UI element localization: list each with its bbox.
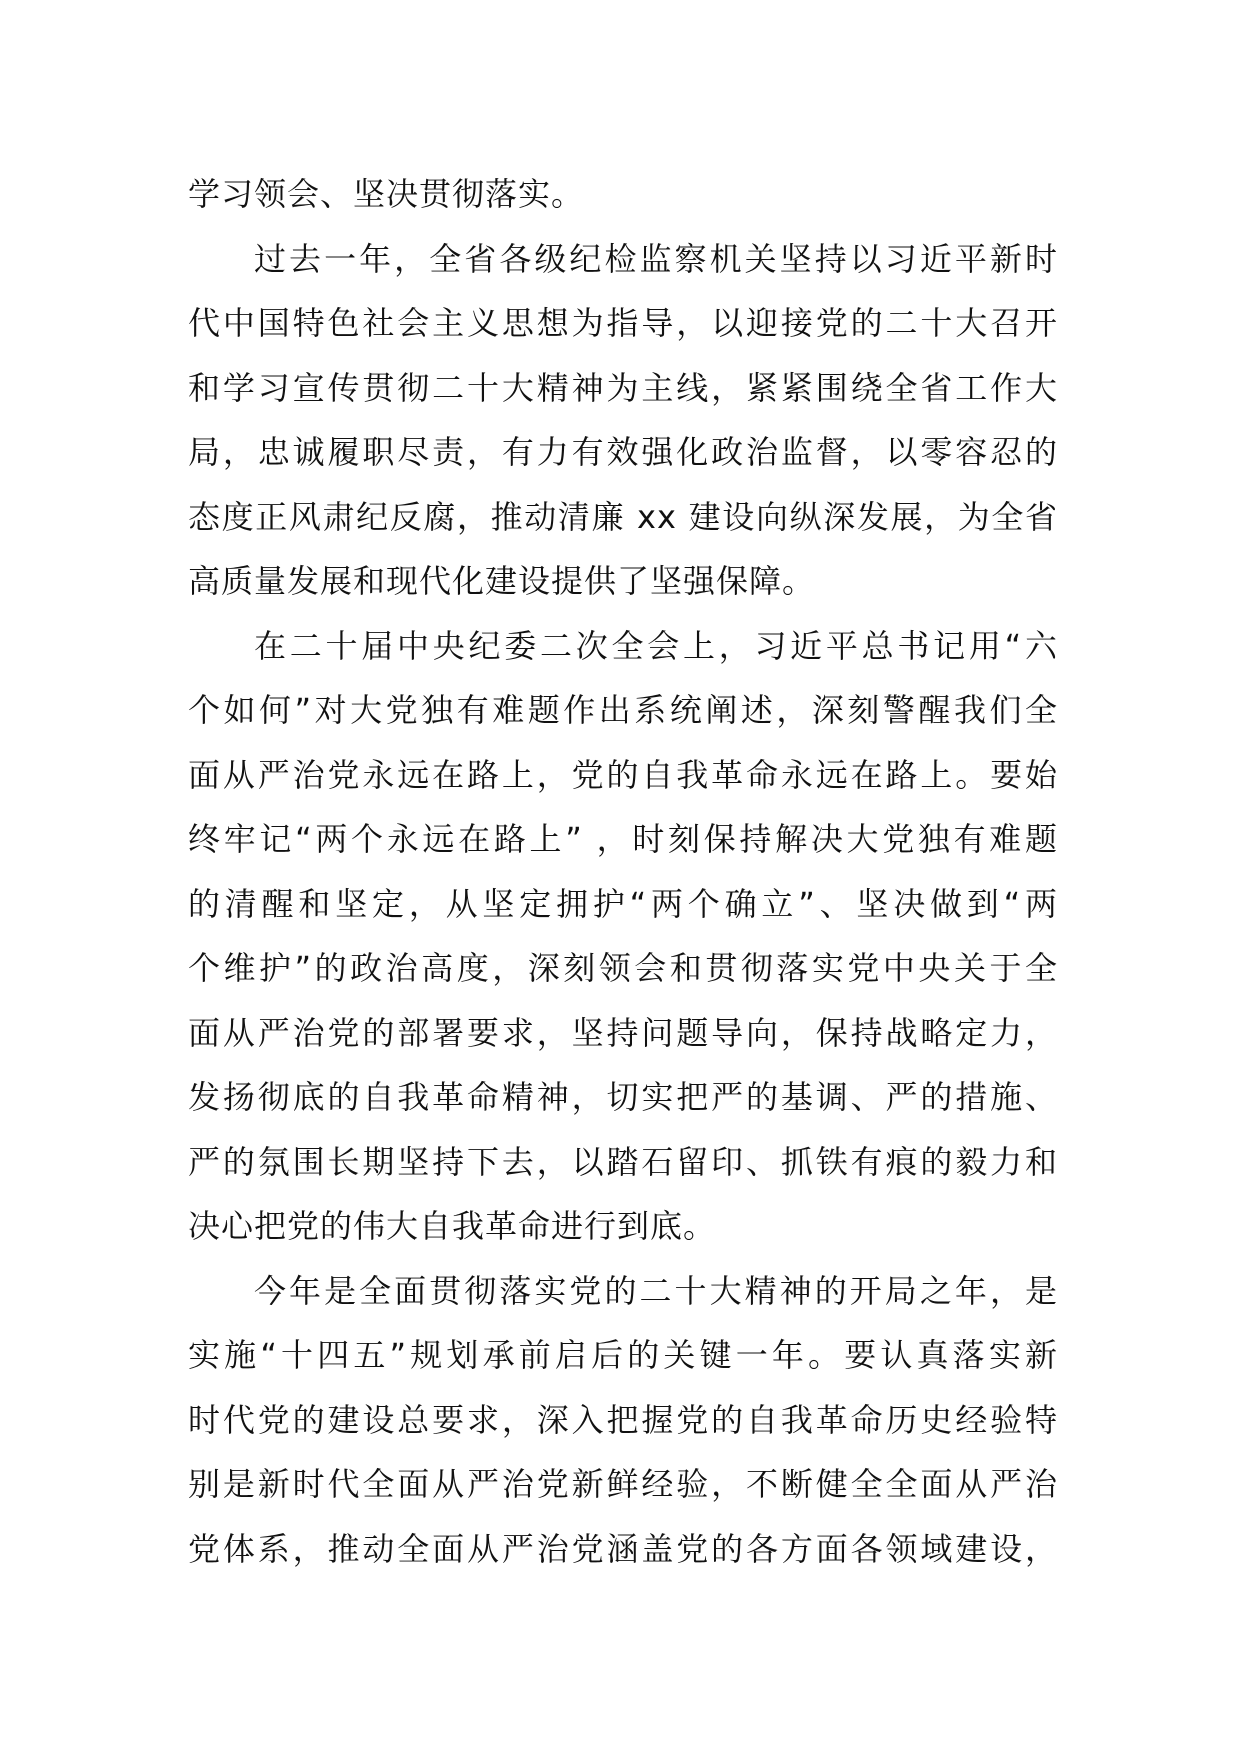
paragraph: [188, 1259, 1058, 1582]
text-line: 学习领会、坚决贯彻落实。: [188, 175, 585, 213]
text-line: 决心把党的伟大自我革命进行到底。: [188, 1207, 717, 1245]
text-line: 的清醒和坚定，从坚定拥护“两个确立”、坚决做到“两: [188, 884, 1058, 923]
paragraph: [188, 614, 1058, 1259]
text-line: 过去一年，全省各级纪检监察机关坚持以习近平新时: [254, 239, 1058, 278]
text-line: 党体系，推动全面从严治党涵盖党的各方面各领域建设，: [188, 1529, 1058, 1568]
text-line: 局，忠诚履职尽责，有力有效强化政治监督，以零容忍的: [188, 433, 1058, 471]
text-line: 别是新时代全面从严治党新鲜经验，不断健全全面从严治: [188, 1465, 1058, 1503]
text-line: 个如何”对大党独有难题作出系统阐述，深刻警醒我们全: [188, 691, 1058, 729]
text-line: 发扬彻底的自我革命精神，切实把严的基调、严的措施、: [188, 1078, 1058, 1116]
text-line: 态度正风肃纪反腐，推动清廉 xx 建设向纵深发展，为全省: [188, 497, 1058, 536]
text-line: 代中国特色社会主义思想为指导，以迎接党的二十大召开: [188, 304, 1058, 342]
text-line: 个维护”的政治高度，深刻领会和贯彻落实党中央关于全: [188, 949, 1058, 987]
paragraph: [188, 162, 1058, 227]
text-line: 终牢记“两个永远在路上” ，时刻保持解决大党独有难题: [188, 820, 1058, 858]
text-line: 实施“十四五”规划承前启后的关键一年。要认真落实新: [188, 1336, 1058, 1374]
text-line: 时代党的建设总要求，深入把握党的自我革命历史经验特: [188, 1400, 1058, 1439]
document-body: [188, 162, 1058, 1581]
text-line: 面从严治党永远在路上，党的自我革命永远在路上。要始: [188, 755, 1058, 794]
text-line: 今年是全面贯彻落实党的二十大精神的开局之年，是: [254, 1271, 1058, 1310]
text-line: 严的氛围长期坚持下去，以踏石留印、抓铁有痕的毅力和: [188, 1142, 1058, 1181]
text-line: 高质量发展和现代化建设提供了坚强保障。: [188, 562, 816, 600]
text-line: 和学习宣传贯彻二十大精神为主线，紧紧围绕全省工作大: [188, 368, 1058, 407]
text-line: 面从严治党的部署要求，坚持问题导向，保持战略定力，: [188, 1013, 1058, 1052]
paragraph: [188, 227, 1058, 614]
text-line: 在二十届中央纪委二次全会上，习近平总书记用“六: [254, 626, 1058, 665]
